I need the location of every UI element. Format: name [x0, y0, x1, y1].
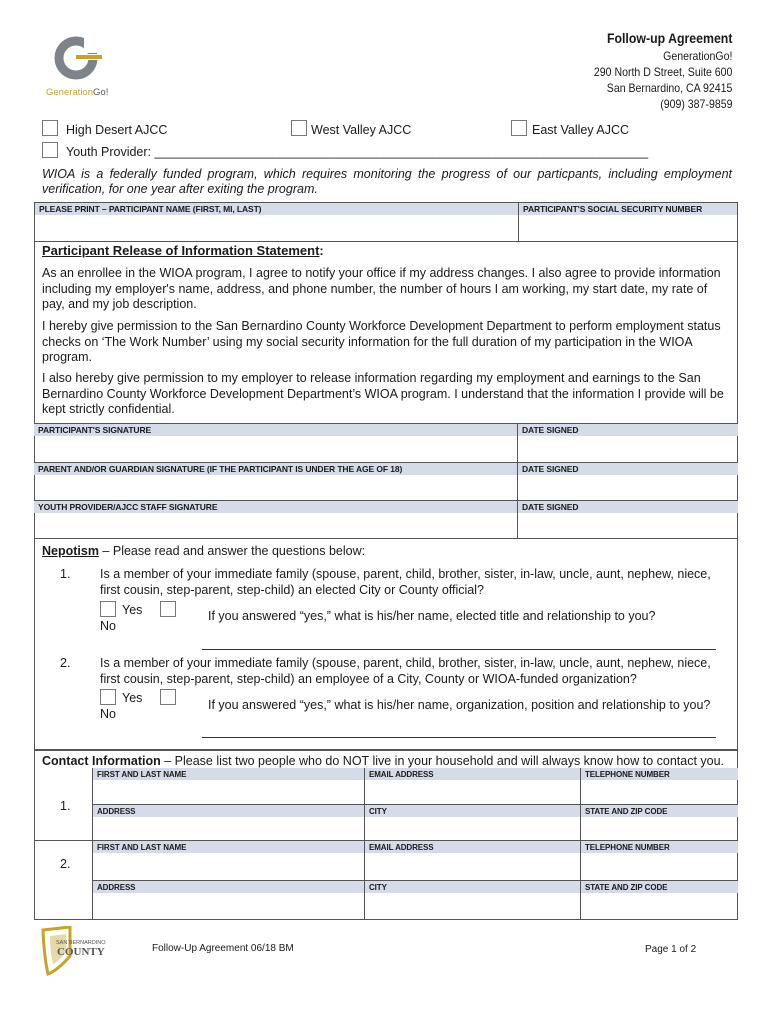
- date-signed-label: DATE SIGNED: [518, 424, 738, 436]
- contact-divider: [34, 840, 92, 841]
- city-label: CITY: [365, 805, 580, 817]
- contact-1-number: 1.: [60, 799, 71, 813]
- phone-label: TELEPHONE NUMBER: [581, 768, 738, 780]
- contact-title: Contact Information: [42, 754, 161, 768]
- contact2-address-cell[interactable]: [93, 880, 364, 919]
- form-title: Follow-up Agreement: [606, 30, 732, 46]
- q2-yes-checkbox[interactable]: [100, 689, 116, 705]
- east-valley-checkbox[interactable]: [511, 120, 527, 136]
- question-2-followup: If you answered “yes,” what is his/her name, organization, position and relationship to you?: [208, 698, 711, 712]
- parent-date-cell[interactable]: [517, 463, 738, 501]
- contact2-name-cell[interactable]: [93, 840, 364, 880]
- contact-2-number: 2.: [60, 857, 71, 871]
- q2-yes-label: Yes: [122, 691, 143, 705]
- q2-answer-line[interactable]: [202, 737, 716, 738]
- org-address-line1: 290 North D Street, Suite 600: [593, 65, 732, 79]
- address-label: ADDRESS: [93, 881, 364, 893]
- high-desert-label: High Desert AJCC: [66, 123, 168, 137]
- youth-provider-field[interactable]: Youth Provider: _______________________________________________________________________: [66, 145, 649, 159]
- intro-text: WIOA is a federally funded program, which requires monitoring the progress of our particpants, including employment verification, for one year after exiting the program.: [42, 167, 732, 196]
- q1-yes-label: Yes: [122, 603, 143, 617]
- question-1-followup: If you answered “yes,” what is his/her name, elected title and relationship to you?: [208, 609, 656, 623]
- east-valley-label: East Valley AJCC: [532, 123, 630, 137]
- release-paragraph-1: As an enrollee in the WIOA program, I agree to notify your office if my address changes. I also agree to provide information including my employer's name, address, and phone number, the number of hours I am working, my start date, my rate of pay, and my job description.: [42, 266, 721, 311]
- county-logo: [40, 926, 106, 976]
- phone-label: TELEPHONE NUMBER: [581, 841, 738, 853]
- question-1-text: Is a member of your immediate family (spouse, parent, child, brother, sister, in-law, uncle, aunt, nephew, niece, first cousin, step-parent, step-child) an elected City or County official?: [100, 567, 711, 597]
- date-signed-label: DATE SIGNED: [518, 501, 738, 513]
- contact2-email-cell[interactable]: [364, 840, 580, 880]
- org-address-line2: San Bernardino, CA 92415: [606, 81, 732, 95]
- contact2-city-cell[interactable]: [364, 880, 580, 919]
- parent-signature-input[interactable]: [34, 476, 517, 501]
- parent-signature-row: [34, 462, 738, 501]
- q1-no-label: No: [100, 619, 116, 633]
- footer-page-number: Page 1 of 2: [645, 944, 697, 955]
- logo-text-accent: Go!: [93, 87, 109, 98]
- org-name: GenerationGo!: [662, 49, 732, 63]
- west-valley-label: West Valley AJCC: [311, 123, 412, 137]
- ssn-input[interactable]: [519, 216, 737, 241]
- generationgo-logo: [46, 36, 116, 98]
- contact1-state-zip-cell[interactable]: [580, 804, 738, 840]
- release-paragraph-3: I also hereby give permission to my employer to release information regarding my employment and earnings to the San Bernardino County Workforce Development Department’s WIOA program. I understand that the information I provide will be kept strictly confidential.: [42, 371, 724, 416]
- contact2-state-zip-cell[interactable]: [580, 880, 738, 919]
- contact2-phone-cell[interactable]: [580, 840, 738, 880]
- org-phone: (909) 387-9859: [659, 97, 732, 111]
- participant-signature-label: PARTICIPANT'S SIGNATURE: [34, 424, 517, 436]
- parent-signature-label: PARENT AND/OR GUARDIAN SIGNATURE (IF THE PARTICIPANT IS UNDER THE AGE OF 18): [34, 463, 517, 475]
- state-zip-label: STATE AND ZIP CODE: [581, 805, 738, 817]
- release-paragraph-2: I hereby give permission to the San Bernardino County Workforce Development Department to perform employment status checks on ‘The Work Number’ using my social security information for the full duration of my participation in the WIOA program.: [42, 319, 721, 364]
- youth-provider-checkbox[interactable]: [42, 142, 58, 158]
- q1-yes-checkbox[interactable]: [100, 601, 116, 617]
- participant-date-cell[interactable]: [517, 424, 738, 462]
- nepotism-title: Nepotism: [42, 544, 99, 558]
- question-1-number: 1.: [60, 567, 71, 581]
- email-label: EMAIL ADDRESS: [365, 768, 580, 780]
- release-title: Participant Release of Information Statement:: [42, 243, 324, 258]
- city-label: CITY: [365, 881, 580, 893]
- question-2-number: 2.: [60, 656, 71, 670]
- name-label: FIRST AND LAST NAME: [93, 768, 364, 780]
- contact-heading: [42, 753, 724, 769]
- address-label: ADDRESS: [93, 805, 364, 817]
- contact1-city-cell[interactable]: [364, 804, 580, 840]
- logo-text-main: Generation: [46, 87, 94, 98]
- west-valley-checkbox[interactable]: [291, 120, 307, 136]
- ssn-label: PARTICIPANT'S SOCIAL SECURITY NUMBER: [519, 203, 737, 215]
- nepotism-intro: – Please read and answer the questions below:: [98, 544, 366, 558]
- staff-signature-label: YOUTH PROVIDER/AJCC STAFF SIGNATURE: [34, 501, 517, 513]
- name-label: FIRST AND LAST NAME: [93, 841, 364, 853]
- question-2-text: Is a member of your immediate family (spouse, parent, child, brother, sister, in-law, uncle, aunt, nephew, niece, first cousin, step-parent, step-child) an employee of a City, County or WIOA-funded organization?: [100, 656, 711, 686]
- state-zip-label: STATE AND ZIP CODE: [581, 881, 738, 893]
- contact1-address-cell[interactable]: [93, 804, 364, 840]
- high-desert-checkbox[interactable]: [42, 120, 58, 136]
- staff-signature-row: [34, 500, 738, 539]
- county-logo-top: SAN BERNARDINO: [56, 940, 106, 946]
- contact1-email-cell[interactable]: [364, 768, 580, 804]
- contact-grid: [92, 768, 738, 920]
- participant-table: [34, 202, 738, 242]
- q2-no-checkbox[interactable]: [160, 689, 176, 705]
- staff-date-cell[interactable]: [517, 501, 738, 539]
- header-block: [575, 30, 732, 112]
- participant-name-label: PLEASE PRINT – PARTICIPANT NAME (FIRST, MI, LAST): [35, 203, 518, 215]
- q2-no-label: No: [100, 707, 116, 721]
- staff-signature-input[interactable]: [34, 514, 517, 539]
- footer-form-id: Follow-Up Agreement 06/18 BM: [152, 943, 294, 954]
- participant-signature-input[interactable]: [34, 437, 517, 462]
- q1-no-checkbox[interactable]: [160, 601, 176, 617]
- contact1-phone-cell[interactable]: [580, 768, 738, 804]
- participant-name-input[interactable]: [35, 216, 518, 241]
- q1-answer-line[interactable]: [202, 649, 716, 650]
- county-logo-main: COUNTY: [57, 946, 105, 958]
- email-label: EMAIL ADDRESS: [365, 841, 580, 853]
- participant-signature-row: [34, 423, 738, 462]
- nepotism-heading: [42, 543, 365, 559]
- generationgo-logo-mark: [46, 36, 116, 84]
- contact1-name-cell[interactable]: [93, 768, 364, 804]
- date-signed-label: DATE SIGNED: [518, 463, 738, 475]
- contact-intro: – Please list two people who do NOT live in your household and will always know how to contact you.: [160, 754, 725, 768]
